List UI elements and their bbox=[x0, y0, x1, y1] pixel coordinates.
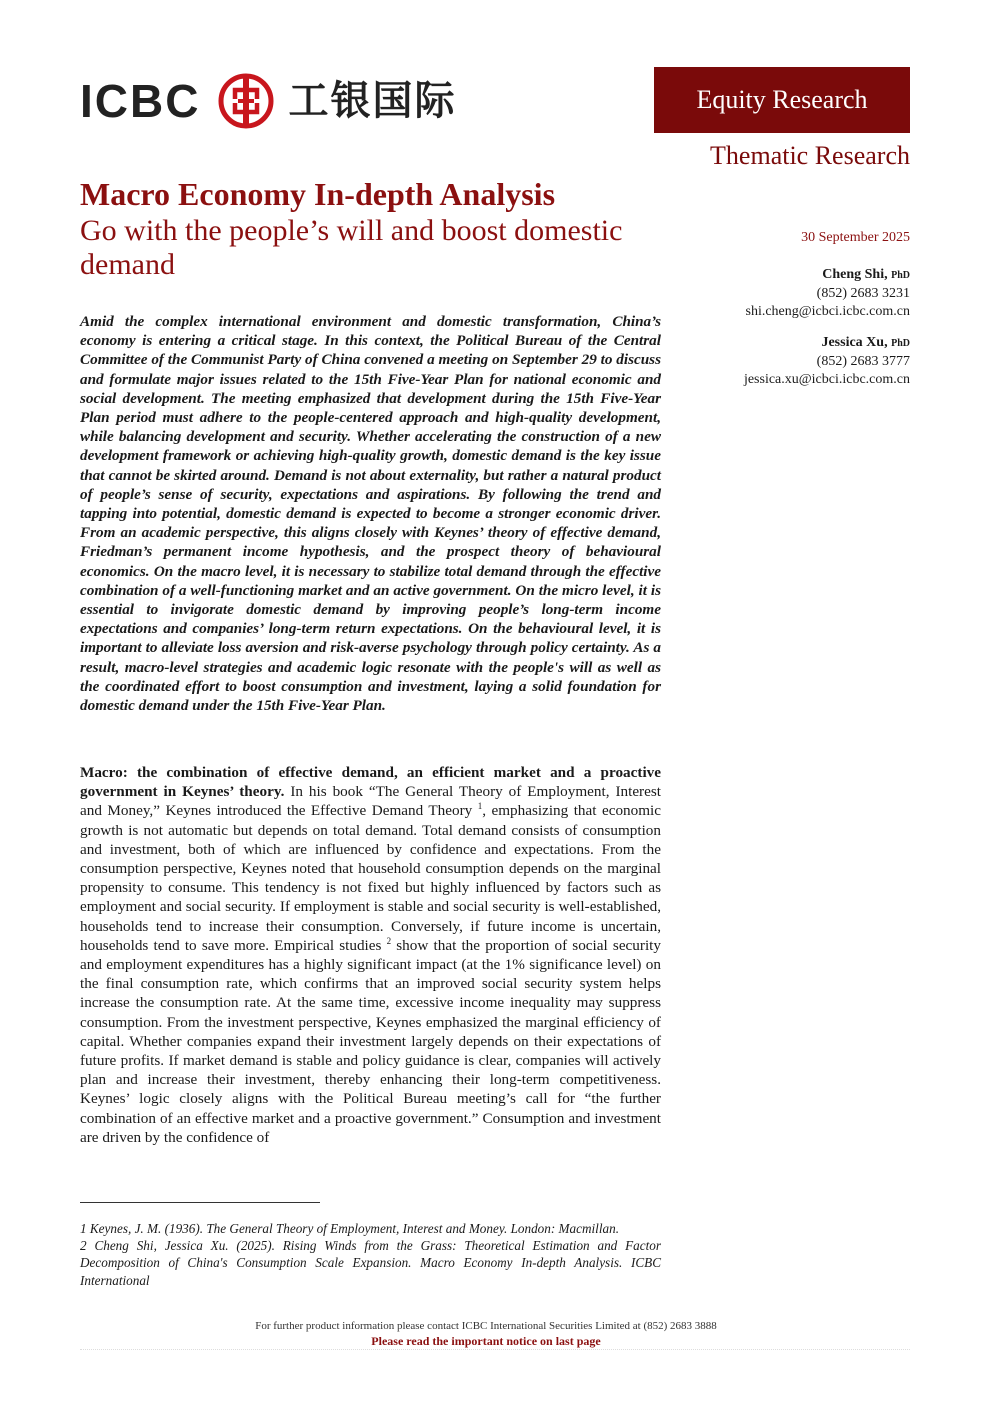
analyst-block bbox=[744, 334, 910, 389]
report-subtitle: Go with the people’s will and boost domestic demand bbox=[80, 214, 623, 281]
footer-notice: Please read the important notice on last page bbox=[371, 1334, 601, 1348]
icbc-emblem-icon bbox=[218, 73, 274, 129]
logo-text-cn: 工银国际 bbox=[288, 78, 457, 124]
body-text: In his book “The General Theory of Employment, Interest and Money,” Keynes introduced the Effective Demand Theory bbox=[80, 783, 661, 820]
report-date: 30 September 2025 bbox=[801, 230, 910, 245]
footer-contact: For further product information please contact ICBC International Securities Limited at (852) 2683 3888 bbox=[255, 1320, 717, 1332]
footnote: 1 Keynes, J. M. (1936). The General Theory of Employment, Interest and Money. London: Macmillan. bbox=[80, 1221, 619, 1236]
analyst-name: Jessica Xu, bbox=[821, 335, 888, 350]
body-text: , emphasizing that economic growth is not automatic but depends on total demand. Total demand consists of consumption and investment, both of which are influenced by confidence and expectations. From the consumption perspective, Keynes noted that household consumption depends on the marginal propensity to consume. This tendency is not fixed but highly influenced by factors such as employment and social security. If employment is stable and social security is well-established, households tend to increase their consumption. Conversely, if future income is uncertain, households tend to save more. Empirical studies bbox=[80, 802, 661, 954]
equity-research-label: Equity Research bbox=[654, 67, 910, 133]
analyst-email[interactable]: shi.cheng@icbci.icbc.com.cn bbox=[745, 304, 910, 319]
analyst-phone: (852) 2683 3777 bbox=[816, 354, 910, 369]
footnote-divider bbox=[80, 1202, 320, 1203]
footnotes bbox=[80, 1220, 661, 1289]
section-lead: Macro: the combination of effective demand, an efficient market and a proactive government in Keynes’ theory. bbox=[80, 764, 661, 801]
report-title: Macro Economy In-depth Analysis bbox=[80, 176, 556, 212]
analyst-name: Cheng Shi, bbox=[822, 267, 888, 282]
body-text: show that the proportion of social security and employment expenditures has a highly significant impact (at the 1% significance level) on the final consumption rate, which confirms that an improved social security system helps increase the consumption rate. At the same time, excessive income inequality may suppress consumption. From the investment perspective, Keynes emphasized the marginal efficiency of capital. Whether companies expand their investment largely depends on their expectations of future profits. If market demand is stable and policy guidance is clear, companies will actively plan and increase their investment, thereby enhancing their long-term competitiveness. Keynes’ logic closely aligns with the Political Bureau meeting’s call for “the further combination of an effective market and a proactive government.” Consumption and investment are driven by the confidence of bbox=[80, 936, 661, 1146]
analyst-block bbox=[746, 266, 911, 321]
footnote-ref[interactable]: 1 bbox=[477, 801, 483, 812]
analyst-phone: (852) 2683 3231 bbox=[816, 286, 910, 301]
footer-divider bbox=[80, 1349, 910, 1350]
company-logo bbox=[80, 70, 456, 132]
analyst-email[interactable]: jessica.xu@icbci.icbc.com.cn bbox=[743, 372, 910, 387]
footnote: 2 Cheng Shi, Jessica Xu. (2025). Rising Winds from the Grass: Theoretical Estimation and Factor Decomposition of China's Consumption Scale Expansion. Macro Economy In-depth Analysis. ICBC International bbox=[80, 1238, 661, 1288]
analyst-degree: PhD bbox=[891, 270, 910, 281]
analyst-degree: PhD bbox=[891, 338, 910, 349]
body-paragraph bbox=[80, 763, 661, 1147]
logo-text-en: ICBC bbox=[80, 75, 201, 127]
thematic-research-label: Thematic Research bbox=[710, 141, 910, 170]
footnote-ref[interactable]: 2 bbox=[386, 935, 392, 946]
abstract-paragraph: Amid the complex international environment and domestic transformation, China’s economy is entering a critical stage. In this context, the Political Bureau of the Central Committee of the Communist Party of China convened a meeting on September 29 to discuss and formulate major issues related to the 15th Five-Year Plan for national economic and social development. The meeting emphasized that development during the 15th Five-Year Plan period must adhere to the people-centered approach and high-quality development, while balancing development and security. Whether accelerating the construction of a new development framework or achieving high-quality growth, domestic demand is the key issue that cannot be skirted around. Demand is not about externality, but rather a natural product of people’s sense of security, expectations and aspirations. By following the trend and tapping into potential, domestic demand is expected to become a stronger economic driver. From an academic perspective, this aligns closely with Keynes’ theory of effective demand, Friedman’s permanent income hypothesis, and the prospect theory of behavioural economics. On the macro level, it is necessary to stabilize total demand through the effective combination of a well-functioning market and an active government. On the micro level, it is essential to invigorate domestic demand by improving people’s long-term income expectations and companies’ long-term return expectations. On the behavioural level, it is important to alleviate loss aversion and risk-averse psychology through policy certainty. As a result, macro-level strategies and academic logic resonate with the people's will as well as the coordinated effort to boost consumption and investment, laying a solid foundation for domestic demand under the 15th Five-Year Plan. bbox=[80, 313, 661, 715]
